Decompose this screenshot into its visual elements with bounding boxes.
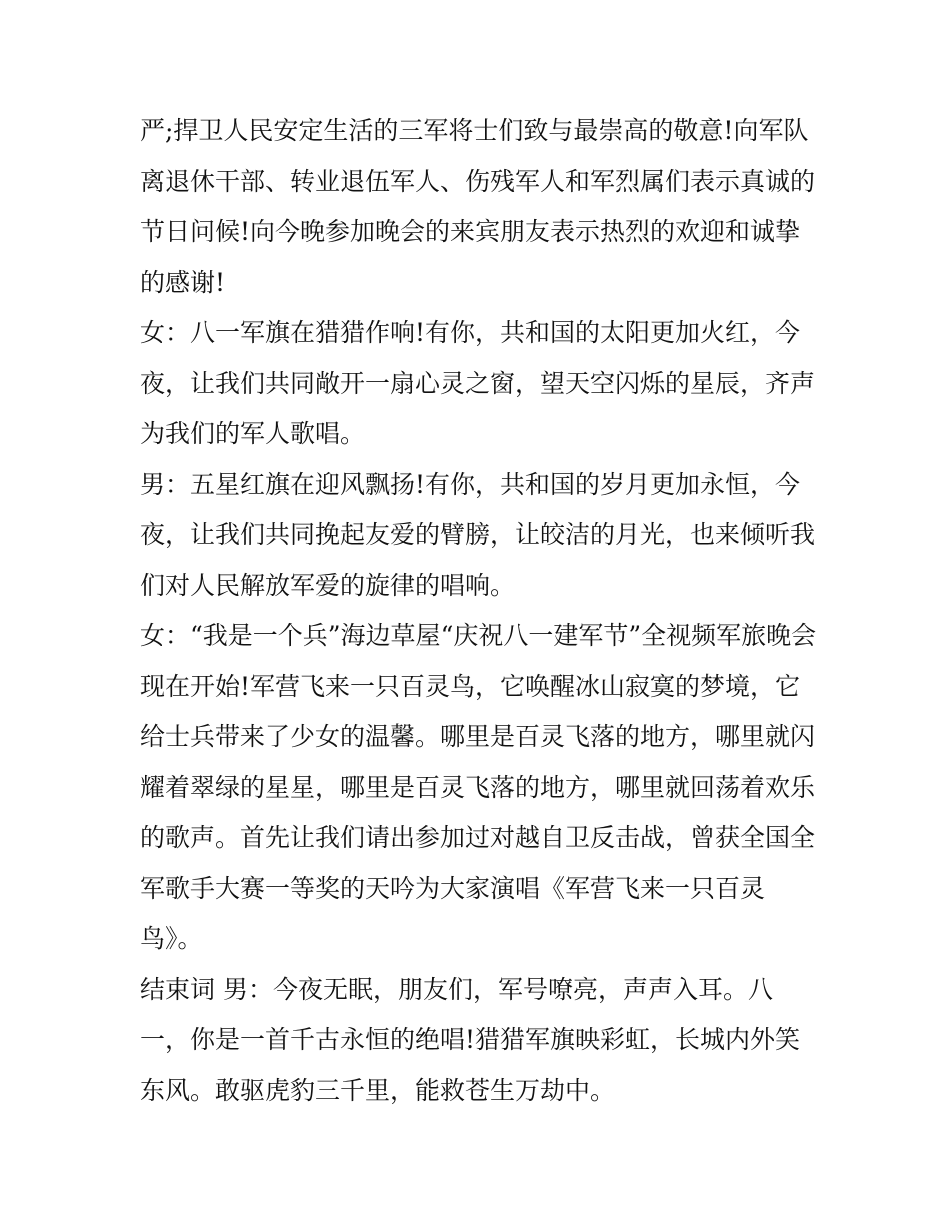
text-line: 现在开始!军营飞来一只百灵鸟，它唤醒冰山寂寞的梦境，它 [140, 671, 801, 701]
text-line: 的感谢! [140, 267, 226, 297]
text-line: 耀着翠绿的星星，哪里是百灵飞落的地方，哪里就回荡着欢乐 [140, 772, 816, 802]
text-line: 离退休干部、转业退伍军人、伤残军人和军烈属们表示真诚的 [140, 166, 816, 196]
text-line: 军歌手大赛一等奖的天吟为大家演唱《军营飞来一只百灵 [140, 873, 766, 903]
text-line: 女：“我是一个兵”海边草屋“庆祝八一建军节”全视频军旅晚会 [140, 621, 817, 650]
text-line: 为我们的军人歌唱。 [140, 419, 366, 448]
text-line: 一，你是一首千古永恒的绝唱!猎猎军旗映彩虹，长城内外笑 [140, 1025, 801, 1054]
text-line: 严;捍卫人民安定生活的三军将士们致与最崇高的敬意!向军队 [140, 116, 809, 145]
text-line: 夜，让我们共同挽起友爱的臂膀，让皎洁的月光，也来倾听我 [140, 520, 816, 549]
text-line: 女：八一军旗在猎猎作响!有你，共和国的太阳更加火红，今 [140, 318, 801, 347]
text-line: 鸟》。 [140, 924, 203, 953]
text-line: 结束词 男：今夜无眠，朋友们，军号嘹亮，声声入耳。八 [140, 974, 773, 1004]
text-line: 夜，让我们共同敞开一扇心灵之窗，望天空闪烁的星辰，齐声 [140, 368, 816, 398]
text-line: 的歌声。首先让我们请出参加过对越自卫反击战，曾获全国全 [140, 823, 816, 852]
document-body [140, 106, 830, 1116]
text-line: 东风。敢驱虎豹三千里，能救苍生万劫中。 [140, 1075, 616, 1105]
text-line: 们对人民解放军爱的旋律的唱响。 [140, 570, 516, 600]
text-line: 节日问候!向今晚参加晚会的来宾朋友表示热烈的欢迎和诚挚 [140, 217, 801, 246]
text-line: 给士兵带来了少女的温馨。哪里是百灵飞落的地方，哪里就闪 [140, 722, 816, 751]
text-line: 男：五星红旗在迎风飘扬!有你，共和国的岁月更加永恒，今 [140, 469, 801, 499]
